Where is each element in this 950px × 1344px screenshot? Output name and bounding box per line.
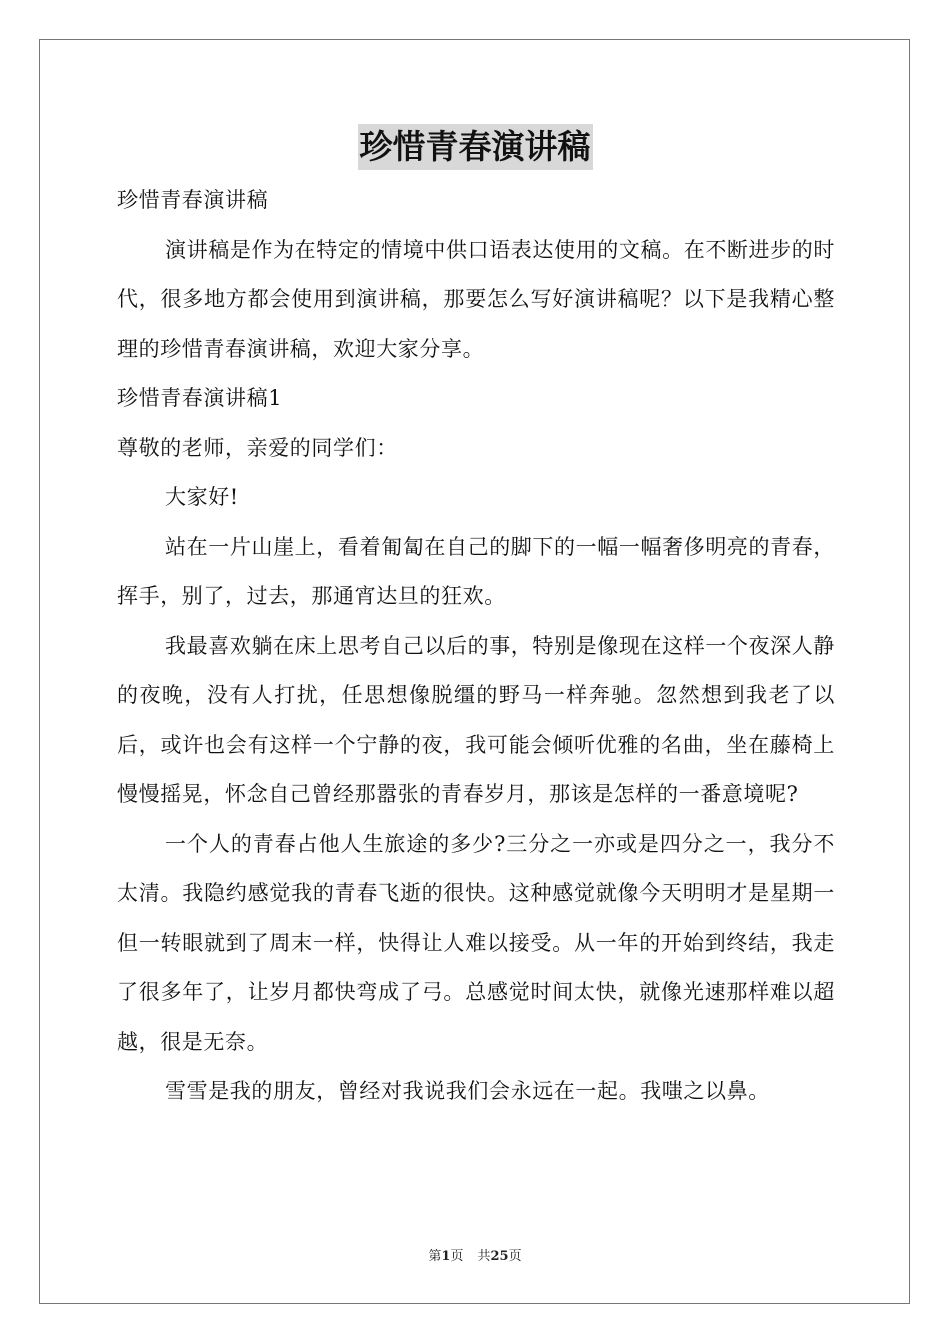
paragraph-greeting: 大家好! xyxy=(165,485,239,509)
document-title: 珍惜青春演讲稿 xyxy=(358,124,593,170)
page-number-current: 1 xyxy=(441,1249,451,1264)
paragraph-intro: 演讲稿是作为在特定的情境中供口语表达使用的文稿。在不断进步的时代，很多地方都会使用到演讲稿，那要怎么写好演讲稿呢？以下是我精心整理的珍惜青春演讲稿，欢迎大家分享。 xyxy=(117,237,835,361)
paragraph-section-heading: 珍惜青春演讲稿1 xyxy=(117,386,283,410)
document-body xyxy=(117,176,835,1117)
title-container xyxy=(0,124,950,170)
paragraph-body: 站在一片山崖上，看着匍匐在自己的脚下的一幅一幅奢侈明亮的青春，挥手，别了，过去，那通宵达旦的狂欢。 xyxy=(117,534,835,608)
page-number-prefix: 第 xyxy=(428,1249,442,1264)
page-footer xyxy=(0,1247,950,1267)
page-total-suffix: 页 xyxy=(508,1249,522,1264)
page-number-suffix: 页 xyxy=(450,1249,464,1264)
paragraph-body: 一个人的青春占他人生旅途的多少?三分之一亦或是四分之一，我分不太清。我隐约感觉我的青春飞逝的很快。这种感觉就像今天明明才是星期一但一转眼就到了周末一样，快得让人难以接受。从一年的开始到终结，我走了很多年了，让岁月都快弯成了弓。总感觉时间太快，就像光速那样难以超越，很是无奈。 xyxy=(117,831,835,1054)
paragraph-body: 我最喜欢躺在床上思考自己以后的事，特别是像现在这样一个夜深人静的夜晚，没有人打扰，任思想像脱缰的野马一样奔驰。忽然想到我老了以后，或许也会有这样一个宁静的夜，我可能会倾听优雅的名曲，坐在藤椅上慢慢摇晃，怀念自己曾经那嚣张的青春岁月，那该是怎样的一番意境呢? xyxy=(117,633,835,806)
paragraph-body: 雪雪是我的朋友，曾经对我说我们会永远在一起。我嗤之以鼻。 xyxy=(165,1079,770,1103)
paragraph-subtitle: 珍惜青春演讲稿 xyxy=(117,188,269,212)
paragraph-salutation: 尊敬的老师，亲爱的同学们： xyxy=(117,435,398,460)
page-total-count: 25 xyxy=(490,1249,509,1264)
page-total-prefix: 共 xyxy=(477,1249,491,1264)
